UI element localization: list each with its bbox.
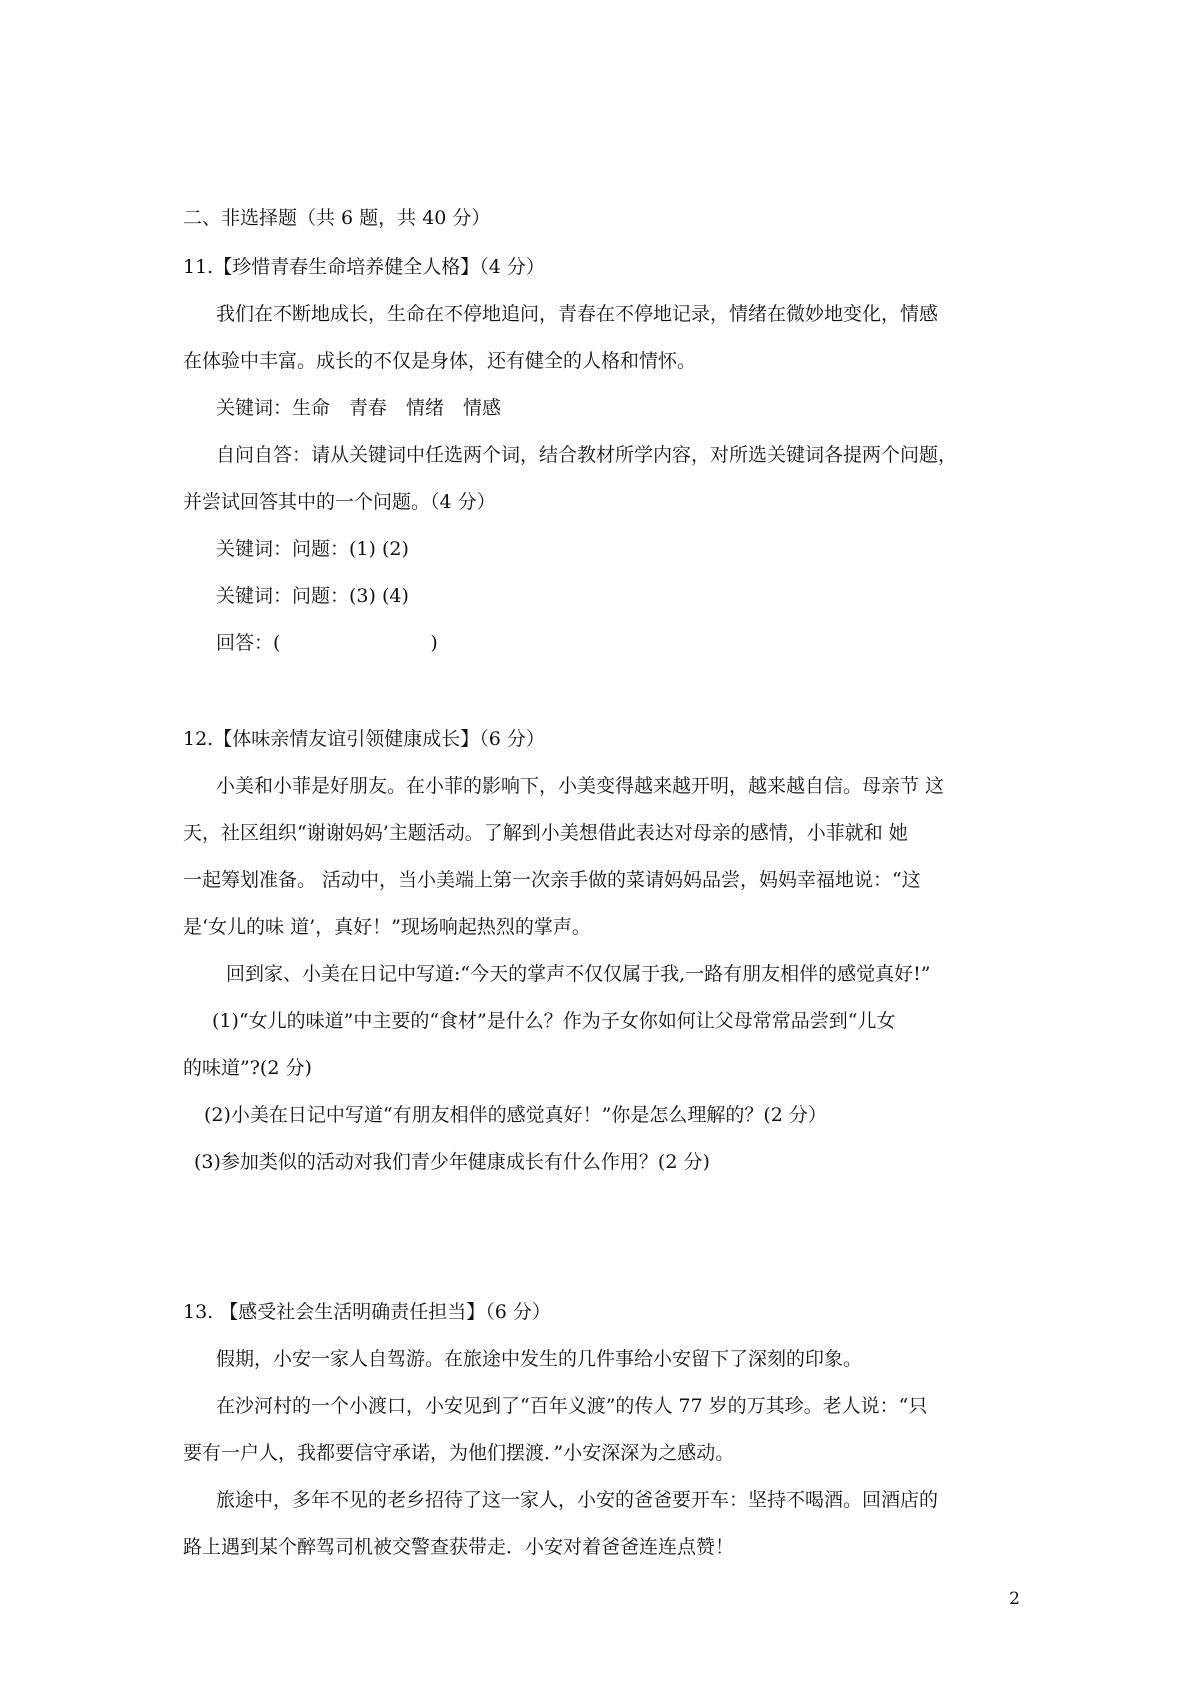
q11-keyword-row: 关键词：问题：(3) (4) [216,585,409,607]
q12-paragraph-line: 天，社区组织“谢谢妈妈’主题活动。了解到小美想借此表达对母亲的感情，小菲就和 她 [183,822,908,844]
q13-title: 13. 【感受社会生活明确责任担当】（6 分） [183,1301,551,1323]
q11-task-line: 自问自答：请从关键词中任选两个词，结合教材所学内容，对所选关键词各提两个问题， [216,444,958,466]
q13-paragraph-line: 要有一户人，我都要信守承诺，为他们摆渡．”小安深深为之感动。 [183,1442,735,1464]
q13-paragraph-line: 路上遇到某个醉驾司机被交警查获带走．小安对着爸爸连连点赞！ [183,1536,735,1558]
q11-paragraph-line: 我们在不断地成长，生命在不停地追问，青春在不停地记录，情绪在微妙地变化，情感 [216,303,939,325]
q13-paragraph: 假期，小安一家人自驾游。在旅途中发生的几件事给小安留下了深刻的印象。 [216,1348,863,1370]
q13-paragraph-line: 旅途中，多年不见的老乡招待了这一家人，小安的爸爸要开车：坚持不喝酒。回酒店的 [216,1489,939,1511]
q12-diary-line: 回到家、小美在日记中写道:“今天的掌声不仅仅属于我,一路有朋友相伴的感觉真好!” [226,963,931,985]
q11-answer-line [216,630,438,656]
answer-close: ) [430,632,438,654]
answer-open: 回答：( [216,632,281,654]
q12-subquestion-1: (1)“女儿的味道”中主要的“食材”是什么？作为子女你如何让父母常常品尝到“儿女 [212,1010,896,1032]
q12-paragraph-line: 小美和小菲是好朋友。在小菲的影响下，小美变得越来越开明，越来越自信。母亲节 这 [216,775,945,797]
q12-title: 12.【体味亲情友谊引领健康成长】（6 分） [183,728,545,750]
q12-subquestion-1-cont: 的味道”?(2 分) [183,1057,312,1079]
section-heading: 二、非选择题（共 6 题，共 40 分） [183,207,491,229]
q11-paragraph-line: 在体验中丰富。成长的不仅是身体，还有健全的人格和情怀。 [183,350,697,372]
q12-paragraph-line: 一起筹划准备。 活动中，当小美端上第一次亲手做的菜请妈妈品尝，妈妈幸福地说：“这 [183,869,921,891]
q13-paragraph-line: 在沙河村的一个小渡口，小安见到了“百年义渡”的传人 77 岁的万其珍。老人说：“只 [216,1395,928,1417]
q12-subquestion-3: (3)参加类似的活动对我们青少年健康成长有什么作用？(2 分) [194,1151,710,1173]
q11-keyword-row: 关键词：问题：(1) (2) [216,538,409,560]
page-number: 2 [1009,1589,1020,1609]
q12-subquestion-2: (2)小美在日记中写道“有朋友相伴的感觉真好！”你是怎么理解的？(2 分） [204,1104,827,1126]
q12-paragraph-line: 是‘女儿的味 道’，真好！”现场响起热烈的掌声。 [183,916,591,938]
q11-task-line: 并尝试回答其中的一个问题。（4 分） [183,491,496,513]
q11-keywords: 关键词：生命 青春 情绪 情感 [216,397,502,419]
q11-title: 11.【珍惜青春生命培养健全人格】（4 分） [183,256,545,278]
